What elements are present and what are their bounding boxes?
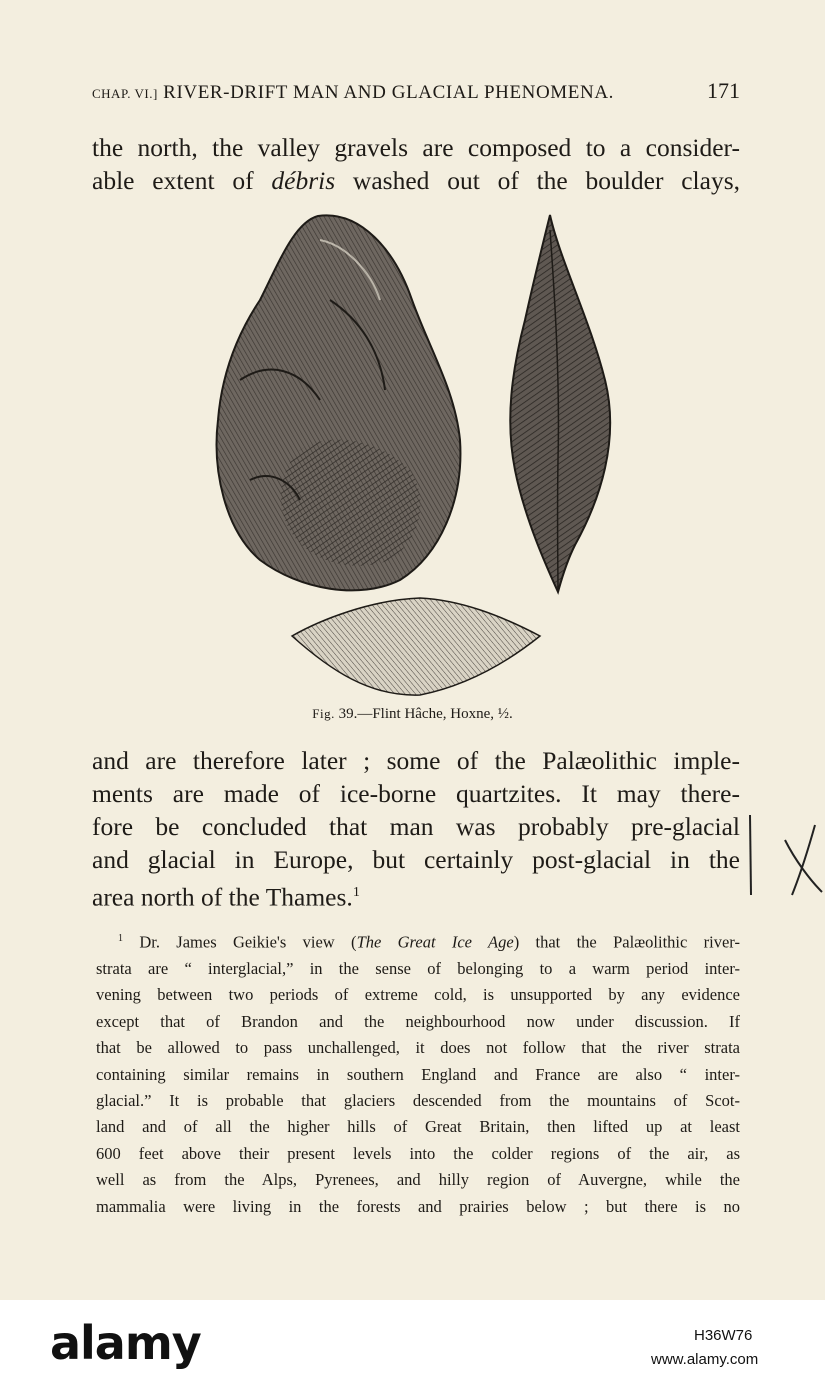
italic-term: débris xyxy=(271,166,336,195)
footnote-line: containing similar remains in southern England and France are also “ inter- xyxy=(96,1064,740,1084)
footnote-line: that be allowed to pass unchallenged, it does not follow that the river strata xyxy=(96,1038,740,1058)
caption-text: 39.—Flint Hâche, Hoxne, ½. xyxy=(334,706,513,722)
footnote-marker: 1 xyxy=(118,933,123,944)
hand-axe-front-view xyxy=(217,215,461,590)
italic-title: The Great Ice Age xyxy=(356,932,514,952)
alamy-logo: alamy xyxy=(50,1316,201,1370)
footnote-line: land and of all the higher hills of Great Britain, then lifted up at least xyxy=(96,1117,740,1137)
footnote-line: except that of Brandon and the neighbourhood now under discussion. If xyxy=(96,1011,740,1031)
footnote-line xyxy=(96,926,740,956)
text-line: ments are made of ice-borne quartzites. It may there- xyxy=(92,779,740,808)
footnote-reference: 1 xyxy=(352,885,360,900)
page-number: 171 xyxy=(707,78,740,103)
footnote-line: glacial.” It is probable that glaciers descended from the mountains of Scot- xyxy=(96,1090,740,1110)
footnote-line: well as from the Alps, Pyrenees, and hilly region of Auvergne, while the xyxy=(96,1170,740,1190)
footnote-line: 600 feet above their present levels into the colder regions of the air, as xyxy=(96,1143,740,1163)
footnote-line: strata are “ interglacial,” in the sense of belonging to a warm period inter- xyxy=(96,958,740,978)
footnote-line: mammalia were living in the forests and prairies below ; but there is no xyxy=(96,1196,740,1216)
text-line: and glacial in Europe, but certainly post-glacial in the xyxy=(92,845,740,874)
watermark-url: www.alamy.com xyxy=(651,1351,759,1368)
running-title-text: RIVER-DRIFT MAN AND GLACIAL PHENOMENA. xyxy=(163,82,615,103)
chapter-label: CHAP. VI.] xyxy=(92,86,158,101)
text-span: able extent of xyxy=(92,166,272,195)
main-paragraph xyxy=(92,744,740,914)
handwritten-margin-mark xyxy=(740,810,825,900)
text-line: and are therefore later ; some of the Palæolithic imple- xyxy=(92,746,740,775)
caption-fig-label: Fig. xyxy=(312,706,335,721)
hand-axe-cross-section xyxy=(292,598,540,695)
text-span: washed out of the boulder clays, xyxy=(335,166,740,195)
text-span: ) that the Palæolithic river- xyxy=(513,932,740,952)
text-span: area north of the Thames. xyxy=(92,882,353,912)
footnote-line: vening between two periods of extreme cold, is unsupported by any evidence xyxy=(96,985,740,1005)
text-line xyxy=(92,876,740,914)
text-line: fore be concluded that man was probably pre-glacial xyxy=(92,812,740,841)
text-span: Dr. James Geikie's view ( xyxy=(123,932,357,952)
footnote xyxy=(96,926,740,1220)
figure-caption xyxy=(0,706,825,723)
text-line: the north, the valley gravels are composed to a consider- xyxy=(92,133,740,162)
stock-image-id: H36W76 xyxy=(694,1327,753,1344)
hand-axe-side-view xyxy=(510,215,610,592)
